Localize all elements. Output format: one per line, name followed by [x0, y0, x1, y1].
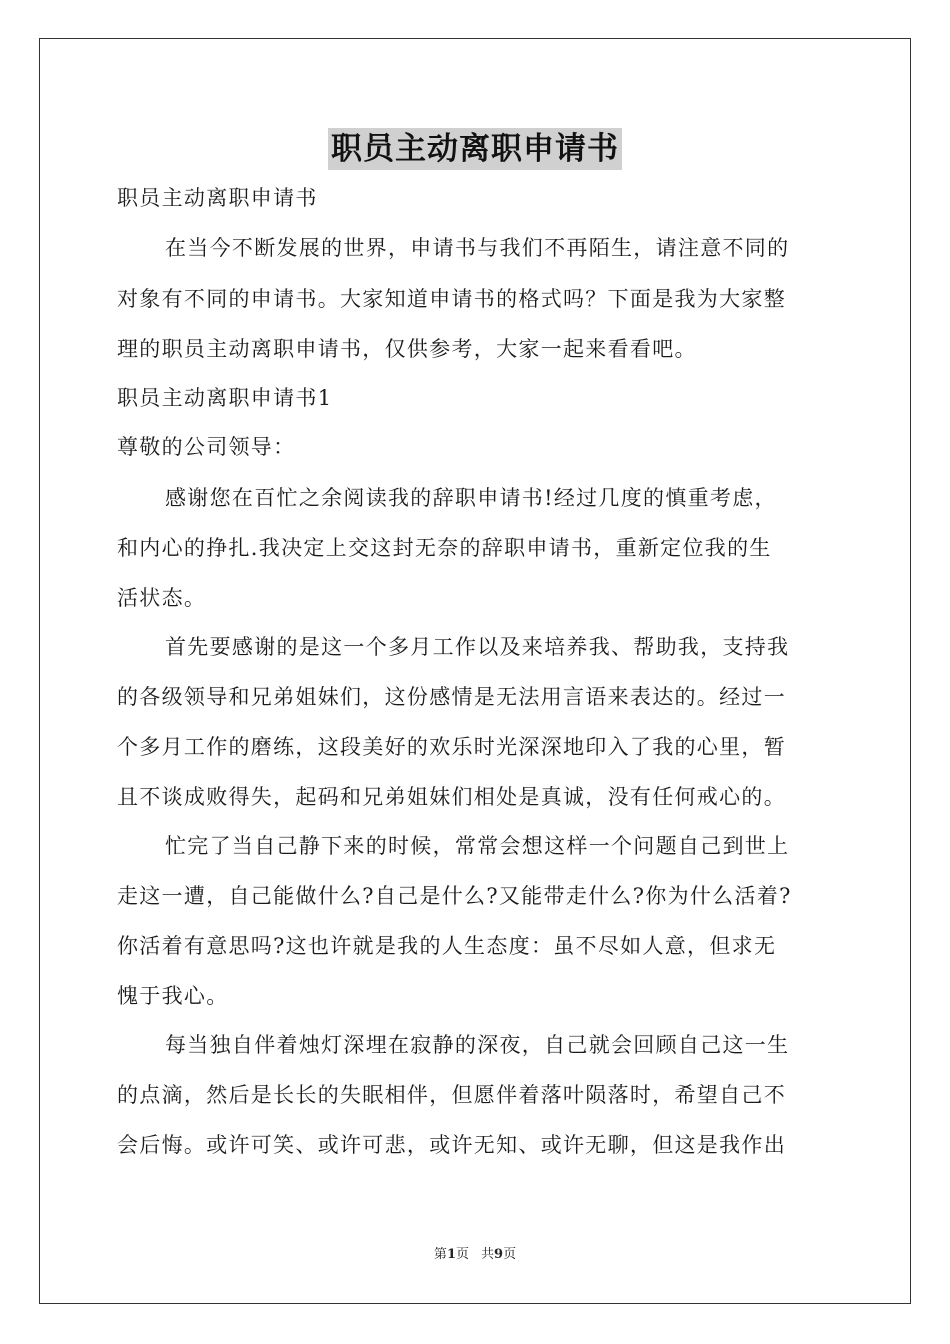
document-subtitle: 职员主动离职申请书 — [117, 186, 318, 210]
text-line: 你活着有意思吗?这也许就是我的人生态度：虽不尽如人意，但求无 — [117, 934, 777, 958]
text-line: 和内心的挣扎.我决定上交这封无奈的辞职申请书，重新定位我的生 — [117, 536, 772, 560]
text-line: 活状态。 — [117, 586, 207, 610]
total-pages: 9 — [494, 1247, 504, 1262]
text-line: 感谢您在百忙之余阅读我的辞职申请书!经过几度的慎重考虑， — [165, 486, 777, 510]
page-number: 1 — [446, 1247, 456, 1262]
text-line: 会后悔。或许可笑、或许可悲，或许无知、或许无聊，但这是我作出 — [117, 1133, 786, 1157]
text-line: 走这一遭，自己能做什么?自己是什么?又能带走什么?你为什么活着? — [117, 884, 792, 908]
text-line: 对象有不同的申请书。大家知道申请书的格式吗？下面是我为大家整 — [117, 287, 786, 311]
text-line: 理的职员主动离职申请书，仅供参考，大家一起来看看吧。 — [117, 337, 697, 361]
page-border — [39, 38, 911, 1304]
text-line: 愧于我心。 — [117, 984, 229, 1008]
text-line: 在当今不断发展的世界，申请书与我们不再陌生，请注意不同的 — [165, 236, 790, 260]
title-container — [0, 128, 950, 170]
text-line: 忙完了当自己静下来的时候，常常会想这样一个问题自己到世上 — [165, 834, 790, 858]
page-suffix: 页 — [455, 1247, 469, 1262]
text-line: 首先要感谢的是这一个多月工作以及来培养我、帮助我，支持我 — [165, 635, 790, 659]
text-line: 个多月工作的磨练，这段美好的欢乐时光深深地印入了我的心里，暂 — [117, 735, 786, 759]
text-line: 每当独自伴着烛灯深埋在寂静的深夜，自己就会回顾自己这一生 — [165, 1033, 790, 1057]
text-line: 的点滴，然后是长长的失眠相伴，但愿伴着落叶陨落时，希望自己不 — [117, 1083, 786, 1107]
page-footer — [0, 1246, 950, 1264]
total-prefix: 共 — [481, 1247, 495, 1262]
total-suffix: 页 — [503, 1247, 517, 1262]
salutation: 尊敬的公司领导： — [117, 435, 296, 459]
text-line: 的各级领导和兄弟姐妹们，这份感情是无法用言语来表达的。经过一 — [117, 685, 786, 709]
page-prefix: 第 — [433, 1247, 447, 1262]
document-title: 职员主动离职申请书 — [328, 128, 622, 170]
section-heading: 职员主动离职申请书1 — [117, 386, 333, 410]
text-line: 且不谈成败得失，起码和兄弟姐妹们相处是真诚，没有任何戒心的。 — [117, 785, 786, 809]
